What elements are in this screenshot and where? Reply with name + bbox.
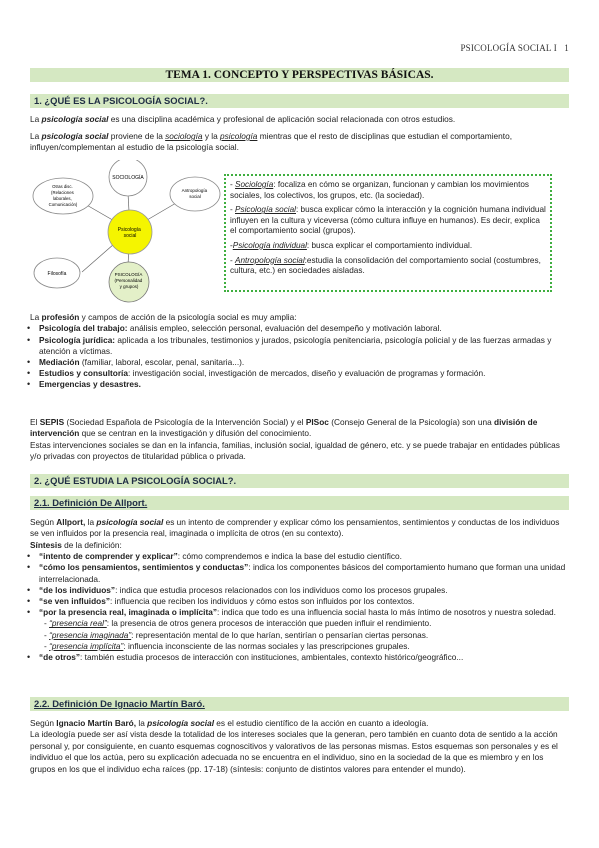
term: Psicología individual (232, 240, 307, 250)
synthesis-list-end (0, 652, 569, 663)
author: Allport, (56, 517, 86, 527)
node-line: Comunicación) (48, 202, 78, 207)
term: psicología social (96, 517, 164, 527)
diagram-svg (30, 160, 230, 305)
node-filosofia-label: Filosofía (47, 271, 67, 277)
term: PISoc (305, 417, 329, 427)
list-item (0, 323, 569, 334)
text: es una disciplina académica y profesional de aplicación social relacionada con otros estudios. (108, 114, 456, 124)
text: mientras que el resto de disciplinas que estudian el comportamiento, influyen/complementan al estudio de la psicología social. (30, 131, 513, 153)
term: “presencia imaginada” (49, 629, 132, 640)
term: SEPIS (39, 417, 65, 427)
text: Estas intervenciones sociales se dan en la infancia, familias, inclusión social, igualdad de género, etc. y se puede trabajar en entidades públicas y/o privadas con proyectos de titularidad pública o privada. (30, 439, 560, 462)
term: “de otros” (39, 652, 81, 663)
list-item (0, 551, 569, 562)
paragraph-allport (30, 517, 569, 663)
text: (Consejo General de la Psicología) son una (328, 417, 495, 427)
subsection-heading-martin-baro (30, 697, 569, 711)
text: : también estudia procesos de interacción con instituciones, ambientales, contexto histórico/geográfico... (80, 652, 464, 663)
text: Según (30, 517, 57, 527)
text: : indica que estudia procesos relacionados con los individuos como los procesos grupales. (115, 584, 448, 595)
text: : investigación social, investigación de mercados, diseño y evaluación de programas y formación. (127, 368, 486, 379)
text: : indica que todo es una influencia social hasta lo más íntimo de nosotros y nuestra soledad. (216, 607, 556, 618)
presence-subitems (0, 618, 569, 652)
presence-item: - “presencia imaginada”: representación mental de lo que harían, sentirían o pensarían ciertas personas. (44, 629, 429, 640)
term: Psicología jurídica: (39, 334, 116, 345)
presence-item: - “presencia implícita”: influencia inconsciente de las normas sociales y las prescripciones grupales. (44, 640, 410, 651)
synthesis-line (30, 540, 569, 551)
list-item (0, 652, 569, 663)
term: división de intervención (30, 417, 538, 439)
term: “cómo los pensamientos, sentimientos y conductas” (39, 562, 249, 573)
term: psicología social (41, 131, 109, 141)
text: y campos de acción de la psicología social es muy amplia: (79, 312, 297, 322)
running-header (460, 43, 569, 53)
node-line: Psicología (117, 227, 141, 233)
list-item (0, 379, 569, 390)
node-line: (Relaciones (51, 190, 74, 195)
text: : influencia inconsciente de las normas sociales y las prescripciones grupales. (123, 640, 410, 651)
text: :estudia la consolidación del comportamiento social (costumbres, cultura, etc.) en sociedades aisladas. (230, 255, 541, 276)
text: es el estudio científico de la acción en cuanto a ideología. (214, 718, 429, 728)
text: : influencia que reciben los individuos y cómo estos son influidos por los contextos. (110, 596, 415, 607)
list-item (0, 562, 569, 584)
text: (familiar, laboral, escolar, penal, sanitaria...). (79, 357, 245, 368)
fields-list (0, 323, 569, 390)
term: Antropología social (235, 255, 305, 265)
disciplines-diagram (30, 160, 230, 305)
node-line: social (189, 194, 201, 199)
list-item (0, 368, 569, 379)
term: psicología (220, 131, 258, 141)
page-number: 1 (564, 43, 569, 53)
text: (Sociedad Española de Psicología de la Intervención Social) y el (64, 417, 306, 427)
presence-item: - “presencia real”: la presencia de otros genera procesos de interacción que pueden influir el rendimiento. (44, 618, 432, 629)
term: Emergencias y desastres. (39, 379, 141, 390)
term: Sociología (235, 180, 274, 189)
text: : representación mental de lo que harían, sentirían o pensarían ciertas personas. (131, 629, 429, 640)
subsection-title: 2.2. Definición De Ignacio Martín Baró. (34, 698, 205, 709)
text: La ideología puede ser así vista desde la totalidad de los intereses sociales que la generan, pero también en cuanto dota de sentido a la acción personal y, por consiguiente, en cuanto esquemas cognoscitivos y valorativos de las personas mismas. Estos esquemas son personales y es el individuo el que los actúa, pero su explicación adecuada no se encuentra en el individuo, sino en la sociedad de la que es miembro y en los grupos en los que el individuo echa raíces (pp. 17-18) (síntesis: conjunto de distintos valores para entender el mundo). (30, 729, 558, 774)
text: : busca explicar el comportamiento individual. (306, 240, 473, 250)
text: : cómo comprendemos e indica la base del estudio científico. (177, 551, 402, 562)
term: “se ven influidos” (39, 596, 110, 607)
node-line: Antropología (181, 188, 208, 193)
text: Según (30, 718, 57, 728)
term: psicología social (147, 718, 214, 728)
list-item (0, 335, 569, 357)
paragraph-definition (30, 114, 569, 125)
synthesis-list (0, 551, 569, 618)
text: y la (202, 131, 221, 141)
document-title: TEMA 1. CONCEPTO Y PERSPECTIVAS BÁSICAS. (30, 68, 569, 82)
term: “de los individuos” (39, 584, 116, 595)
term: Mediación (39, 357, 80, 368)
text: El (30, 417, 40, 427)
def-antropologia: - Antropología social:estudia la consolidación del comportamiento social (costumbres, cultura, etc.) en sociedades aisladas. (230, 255, 541, 276)
term: psicología social (41, 114, 109, 124)
subsection-heading-allport (30, 496, 569, 510)
text: La (30, 312, 42, 322)
list-item (0, 607, 569, 618)
section-heading-1: 1. ¿QUÉ ES LA PSICOLOGÍA SOCIAL?. (30, 94, 569, 108)
text: La (30, 131, 42, 141)
paragraph-martin-baro (30, 718, 569, 775)
text: : la presencia de otros genera procesos de interacción que pueden influir el rendimiento. (106, 618, 432, 629)
term: “intento de comprender y explicar” (39, 551, 178, 562)
text: análisis empleo, selección personal, evaluación del desempeño y motivación laboral. (127, 323, 442, 334)
text: es un intento de comprender y explicar cómo los pensamientos, sentimientos y conductas de los individuos se ven influidos por la presencia real, imaginada o implícita de otros (en su contexto). (30, 517, 560, 539)
paragraph-profession (30, 312, 569, 391)
node-line: y grupos) (119, 284, 139, 289)
node-line: PSICOLOGÍA (114, 272, 143, 277)
node-line: (Personalidad (114, 278, 143, 283)
text: La (30, 114, 42, 124)
node-line: Otras disc. (52, 184, 73, 189)
section-heading-2: 2. ¿QUÉ ESTUDIA LA PSICOLOGÍA SOCIAL?. (30, 474, 569, 488)
term: sociología (165, 131, 203, 141)
text: que se centran en la investigación y difusión del conocimiento. (79, 428, 312, 439)
text: proviene de la (108, 131, 166, 141)
author: Ignacio Martín Baró, (56, 718, 137, 728)
list-item (0, 357, 569, 368)
text: aplicada a los tribunales, testimonios y jurados, psicología penitenciaria, psicología policial y de las fuerzas armadas y atención a víctimas. (39, 334, 552, 356)
definitions-box (224, 174, 552, 292)
list-item (0, 585, 569, 596)
term: “presencia implícita” (49, 640, 124, 651)
term: Síntesis (30, 539, 62, 550)
term: Psicología social (235, 205, 296, 215)
def-psicologia-individual: -Psicología individual: busca explicar el comportamiento individual. (230, 240, 473, 250)
text: : busca explicar cómo la interacción y la cognición humana individual influyen en la cultura y viceversa (cómo cultura influye en humanos). Es decir, explica el comportamiento social (grupos). (230, 205, 546, 236)
node-line: social (123, 233, 137, 239)
paragraph-origin (30, 131, 569, 154)
text: la (85, 517, 97, 527)
text: : focaliza en cómo se organizan, funcionan y cambian los movimientos sociales, los colectivos, los grupos, etc. (la sociedad). (230, 180, 530, 200)
node-line: laborales, (53, 196, 72, 201)
node-sociologia-label: SOCIOLOGÍA (112, 175, 144, 181)
subsection-title: 2.1. Definición De Allport. (34, 497, 148, 508)
term: Estudios y consultoría (39, 368, 128, 379)
term: “por la presencia real, imaginada o implícita” (39, 607, 217, 618)
term: profesión (41, 312, 80, 322)
def-psicologia-social: - Psicología social: busca explicar cómo la interacción y la cognición humana individual influyen en la cultura y viceversa (cómo cultura influye en humanos). Es decir, explica el comportamiento social (grupos). (230, 205, 546, 236)
text: : indica los componentes básicos del comportamiento humano que forman una unidad interrelacionada. (39, 562, 566, 584)
text: la (136, 718, 148, 728)
paragraph-sepis (30, 417, 569, 463)
list-item (0, 596, 569, 607)
def-sociologia: - Sociología: focaliza en cómo se organizan, funcionan y cambian los movimientos sociales, los colectivos, los grupos, etc. (la sociedad). (230, 180, 530, 200)
term: Psicología del trabajo: (39, 323, 128, 334)
term: “presencia real” (49, 618, 107, 629)
text: de la definición: (61, 539, 122, 550)
running-title: PSICOLOGÍA SOCIAL I (460, 43, 557, 53)
